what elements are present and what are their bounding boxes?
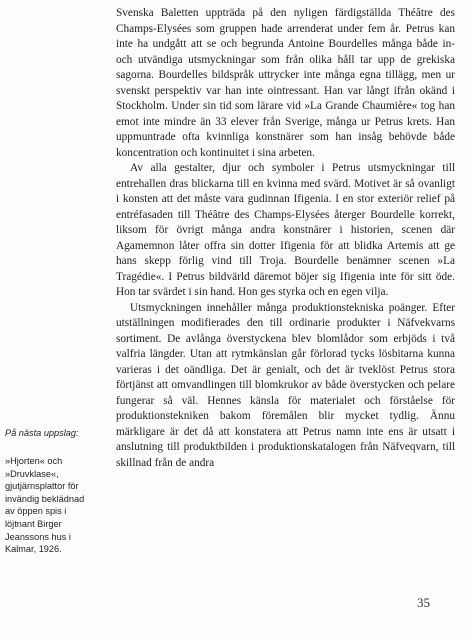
paragraph: Av alla gestalter, djur och symboler i Petrus utsmyckningar till entrehallen dras blickarna till en kvinna med svärd. Motivet är så ovanligt i konsten att det måste vara gudinnan Ifigenia. I en stor exteriör relief på entréfasaden till Théâtre des Champs-Elysées återger Bourdelle korrekt, liksom för övrigt många andra konstnärer i historien, scenen där Agamemnon låter offra sin dotter Ifigenia för att blidka Artemis att ge hans skepp förlig vind till Troja. Bourdelle benämner scenen »La Tragédie«. I Petrus bildvärld däremot böjer sig Ifigenia inte för sitt öde. Hon tar svärdet i sin hand. Hon ges styrka och en egen vilja. <box>116 162 455 298</box>
page-number: 35 <box>417 595 430 610</box>
paragraph: Svenska Baletten uppträda på den nyligen färdigställda Théâtre des Champs-Elysées som gruppen hade arrenderat under fem år. Petrus kan inte ha undgått att se och begrunda Antoine Bourdelles många både in- och utvändiga utsmyckningar som från olika håll tar upp de grekiska sagorna. Bourdelles bildspråk uttrycker inte många egna tillägg, men ur svenskt perspektiv var han inte ointressant. Han var långt ifrån okänd i Stockholm. Under sin tid som lärare vid »La Grande Chaumière« tog han emot inte mindre än 33 elever från Sverige, många ur Petrus krets. Han uppmuntrade ofta kvinnliga konstnärer som han insåg behövde både koncentration och kontinuitet i sina arbeten. <box>116 7 455 159</box>
paragraph: Utsmyckningen innehåller många produktionstekniska poänger. Efter utställningen modifierades den till ordinarie produkter i Näfvekvarns sortiment. De avlånga överstyckena blev blomlådor som erbjöds i två valfria längder. Utan att rytmkänslan går förlorad tycks lösbitarna kunna varieras i det oändliga. Det är genialt, och det är tveklöst Petrus stora förtjänst att omvandlingen till blomkrukor av både överstycken och pelare fungerar så väl. Hennes känsla för materialet och förståelse för produktionstekniken bakom föremålen blir mycket tydlig. Ännu märkligare är det då att konstatera att Petrus namn inte ens är utsatt i anslutning till produktbilden i produktionskatalogen från Näfveqvarn, till skillnad från de andra <box>116 301 455 469</box>
main-text <box>116 6 455 471</box>
sidebar-heading: På nästa uppslag: <box>5 428 79 438</box>
sidebar-caption: »Hjorten« och »Druvklase«, gjutjärnsplattor för invändig beklädnad av öppen spis i löjtnant Birger Jeanssons hus i Kalmar, 1926. <box>5 456 85 555</box>
